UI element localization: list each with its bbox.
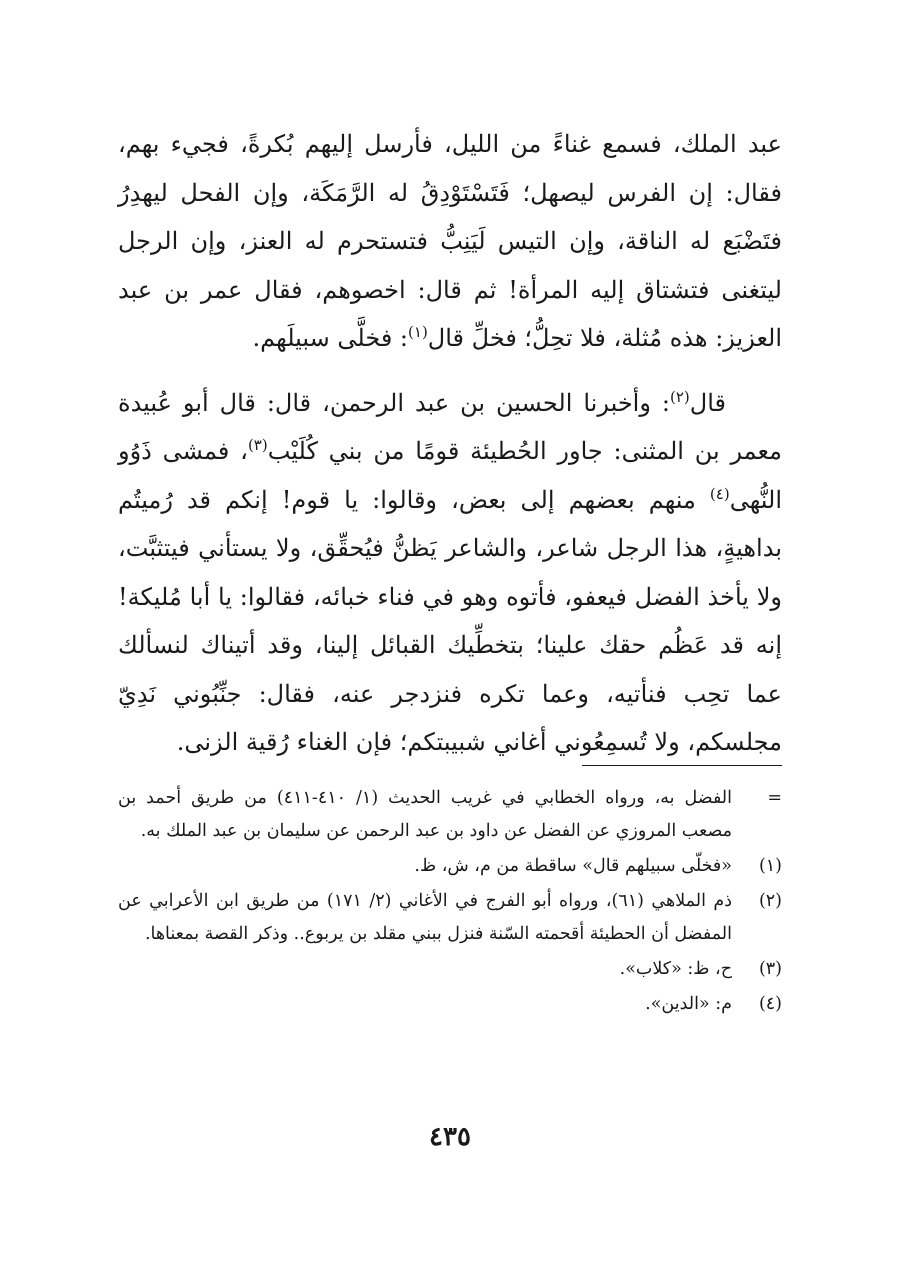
page-number: ٤٣٥ xyxy=(429,1122,471,1152)
main-text xyxy=(118,120,782,767)
footnote-mark: (١) xyxy=(758,856,782,876)
footnote-text: م: «الدين». xyxy=(645,994,732,1014)
footnote-ref-3: (٣) xyxy=(247,436,268,454)
footnote-mark: = xyxy=(767,788,782,808)
paragraph-1-tail: : فخلَّى سبيلَهم. xyxy=(252,324,409,352)
footnote-ref-2: (٢) xyxy=(669,387,690,406)
paragraph-2-part-c: ، فمشى ذَوُو النُّهى xyxy=(118,437,782,514)
footnote-text: «فخلّى سبيلهم قال» ساقطة من م، ش، ظ. xyxy=(414,856,732,876)
footnote-2 xyxy=(118,885,782,951)
paragraph-1 xyxy=(118,120,782,363)
paragraph-1-text: عبد الملك، فسمع غناءً من الليل، فأرسل إليهم بُكرةً، فجيء بهم، فقال: إن الفرس ليصهل؛ فَتَسْتَوْدِقُ له الرَّمَكَة، وإن الفحل ليهدِرُ فتَضْبَع له الناقة، وإن التيس لَيَنِبُّ فتستحرم له العنز، وإن الرجل ليتغنى فتشتاق إليه المرأة! ثم قال: اخصوهم، فقال عمر بن عبد العزيز: هذه مُثلة، فلا تحِلُّ؛ فخلِّ قال xyxy=(118,130,782,352)
paragraph-2-part-b: : وأخبرنا الحسين بن عبد الرحمن، قال: قال أبو عُبيدة معمر بن المثنى: جاور الحُطيئة قومًا من بني كُلَيْب xyxy=(118,388,782,465)
footnote-mark: (٣) xyxy=(758,959,782,979)
paragraph-2-part-a: قال xyxy=(689,388,726,417)
paragraph-2 xyxy=(118,379,782,767)
footnote-ref-4: (٤) xyxy=(709,484,730,503)
footnote-ref-1: (١) xyxy=(408,323,428,341)
footnote-1 xyxy=(118,850,782,883)
footnote-mark: (٤) xyxy=(758,994,782,1014)
footnote-text: الفضل به، ورواه الخطابي في غريب الحديث (١/ ٤١٠-٤١١) من طريق أحمد بن مصعب المروزي عن الفضل عن داود بن عبد الرحمن عن سليمان بن عبد الملك به. xyxy=(118,788,732,841)
footnote-3 xyxy=(118,953,782,986)
footnote-4 xyxy=(118,988,782,1021)
paragraph-2-part-d: منهم بعضهم إلى بعض، وقالوا: يا قوم! إنكم قد رُميتُم بداهيةٍ، هذا الرجل شاعر، والشاعر يَظنُّ فيُحقِّق، ولا يستأني فيتثبَّت، ولا يأخذ الفضل فيعفو، فأتوه وهو في فناء خبائه، فقالوا: يا أبا مُليكة! إنه قد عَظُم حقك علينا؛ بتخطِّيك القبائل إلينا، وقد أتيناك لنسألك عما تحِب فنأتيه، وعما تكره فنزدجر عنه، فقال: جنِّبُوني نَدِيّ مجلسكم، ولا تُسمِعُوني أغاني شبيبتكم؛ فإن الغناء رُقية الزنى. xyxy=(118,485,782,756)
footnote-text: ذم الملاهي (٦١)، ورواه أبو الفرج في الأغاني (٢/ ١٧١) من طريق ابن الأعرابي عن المفضل أن الحطيئة أقحمته السّنة فنزل ببني مقلد بن يربوع.. وذكر القصة بمعناها. xyxy=(118,891,732,944)
footnote-divider xyxy=(582,765,782,766)
footnotes xyxy=(118,782,782,1021)
footnote-continued xyxy=(118,782,782,848)
footnote-mark: (٢) xyxy=(758,891,782,911)
footnote-text: ح، ظ: «كلاب». xyxy=(619,959,732,979)
